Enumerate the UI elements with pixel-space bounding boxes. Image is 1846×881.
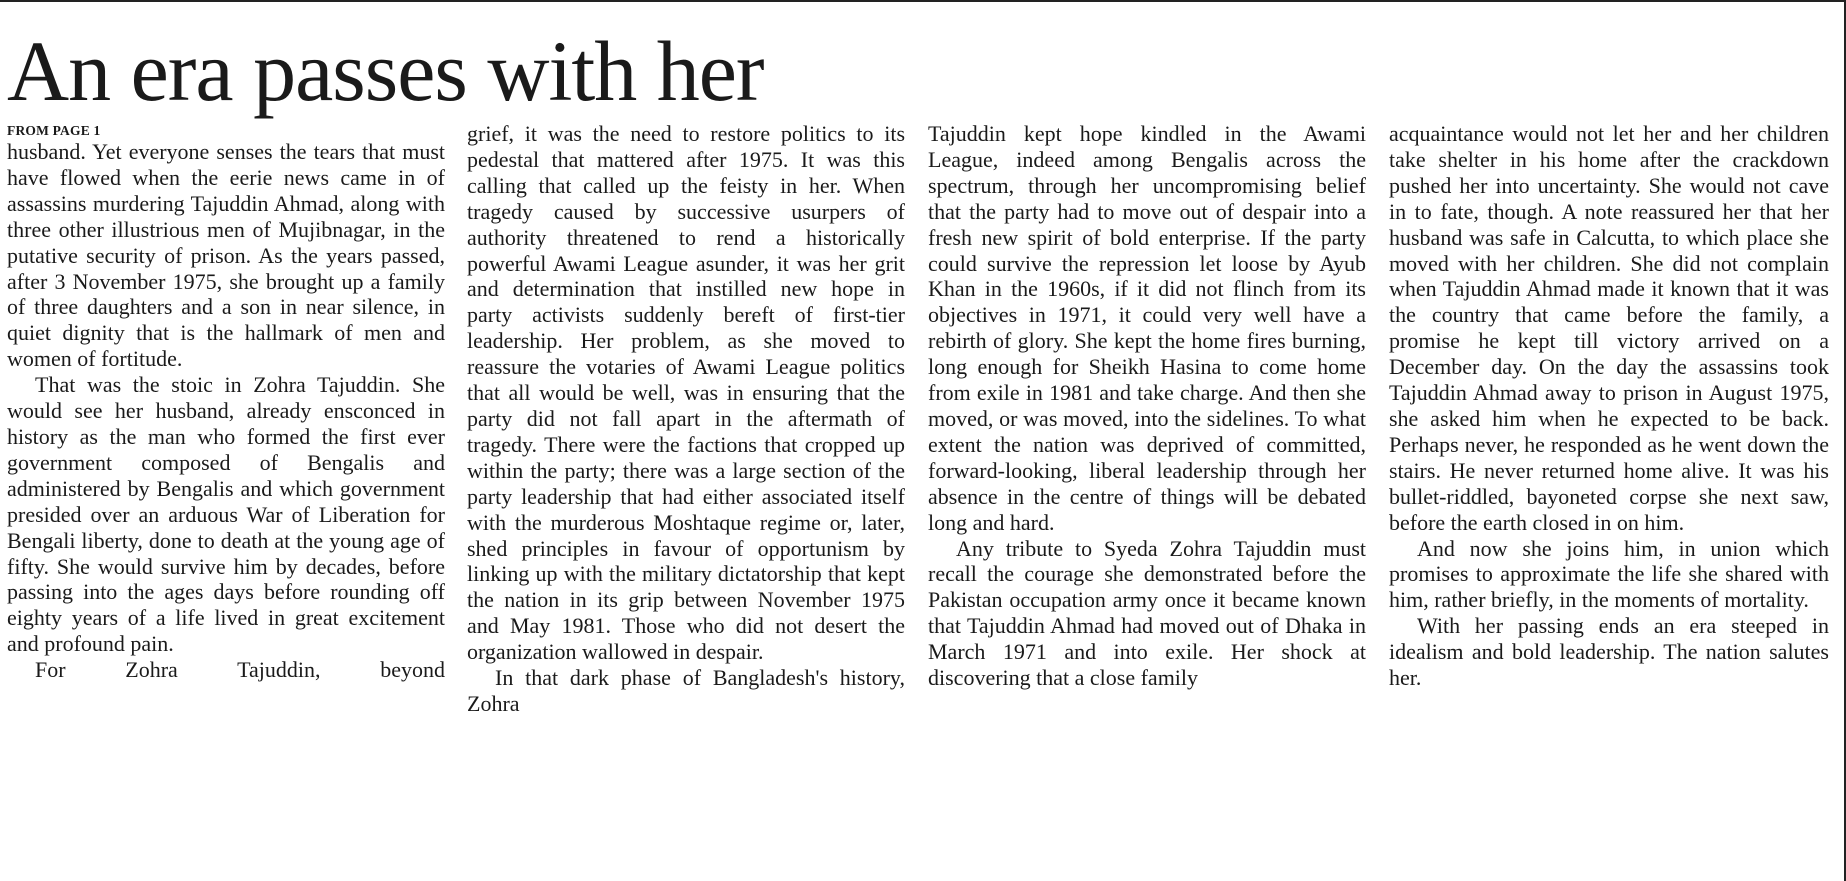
paragraph: husband. Yet everyone senses the tears that must have flowed when the eerie news came in of assassins murdering Tajuddin Ahmad, along with three other illustrious men of Mujibnagar, in the putative security of prison. As the years passed, after 3 November 1975, she brought up a family of three daughters and a son in near silence, in quiet dignity that is the hallmark of men and women of fortitude. bbox=[7, 139, 445, 372]
article-column-2 bbox=[467, 121, 905, 881]
top-rule bbox=[0, 0, 1846, 2]
paragraph: In that dark phase of Bangladesh's history, Zohra bbox=[467, 665, 905, 716]
article-column-4 bbox=[1389, 121, 1829, 881]
headline: An era passes with her bbox=[7, 23, 764, 119]
article-column-3 bbox=[928, 121, 1366, 881]
paragraph: With her passing ends an era steeped in idealism and bold leadership. The nation salutes her. bbox=[1389, 613, 1829, 691]
paragraph: Any tribute to Syeda Zohra Tajuddin must recall the courage she demonstrated before the Pakistan occupation army once it became known that Tajuddin Ahmad had moved out of Dhaka in March 1971 and into exile. Her shock at discovering that a close family bbox=[928, 535, 1366, 691]
paragraph: acquaintance would not let her and her children take shelter in his home after the crackdown pushed her into uncertainty. She would not cave in to fate, though. A note reassured her that her husband was safe in Calcutta, to which place she moved with her children. She did not complain when Tajuddin Ahmad made it known that it was the country that came before the family, a promise he kept till victory arrived on a December day. On the day the assassins took Tajuddin Ahmad away to prison in August 1975, she asked him when he expected to be back. Perhaps never, he responded as he went down the stairs. He never returned home alive. It was his bullet-riddled, bayoneted corpse she next saw, before the earth closed in on him. bbox=[1389, 121, 1829, 535]
paragraph: That was the stoic in Zohra Tajuddin. She would see her husband, already ensconced in history as the man who formed the first ever government composed of Bengalis and administered by Bengalis and which government presided over an arduous War of Liberation for Bengali liberty, done to death at the young age of fifty. She would survive him by decades, before passing into the ages days before rounding off eighty years of a life lived in great excitement and profound pain. bbox=[7, 372, 445, 657]
article-column-1 bbox=[7, 121, 445, 881]
paragraph: grief, it was the need to restore politics to its pedestal that mattered after 1975. It was this calling that called up the feisty in her. When tragedy caused by successive usurpers of authority threatened to rend a historically powerful Awami League asunder, it was her grit and determination that instilled new hope in party activists suddenly bereft of first-tier leadership. Her problem, as she moved to reassure the votaries of Awami League politics that all would be well, was in ensuring that the party did not fall apart in the aftermath of tragedy. There were the factions that cropped up within the party; there was a large section of the party leadership that had either associated itself with the murderous Moshtaque regime or, later, shed principles in favour of opportunism by linking up with the military dictatorship that kept the nation in its grip between November 1975 and May 1981. Those who did not desert the organization wallowed in despair. bbox=[467, 121, 905, 665]
paragraph: For Zohra Tajuddin, beyond bbox=[35, 657, 445, 683]
paragraph: And now she joins him, in union which promises to approximate the life she shared with him, rather briefly, in the moments of mortality. bbox=[1389, 535, 1829, 613]
continuation-kicker: FROM PAGE 1 bbox=[7, 123, 101, 138]
paragraph: Tajuddin kept hope kindled in the Awami League, indeed among Bengalis across the spectrum, through her uncompromising belief that the party had to move out of despair into a fresh new spirit of bold enterprise. If the party could survive the repression let loose by Ayub Khan in the 1960s, if it did not flinch from its objectives in 1971, it could very well have a rebirth of glory. She kept the home fires burning, long enough for Sheikh Hasina to come home from exile in 1981 and take charge. And then she moved, or was moved, into the sidelines. To what extent the nation was deprived of committed, forward-looking, liberal leadership through her absence in the centre of things will be debated long and hard. bbox=[928, 121, 1366, 535]
